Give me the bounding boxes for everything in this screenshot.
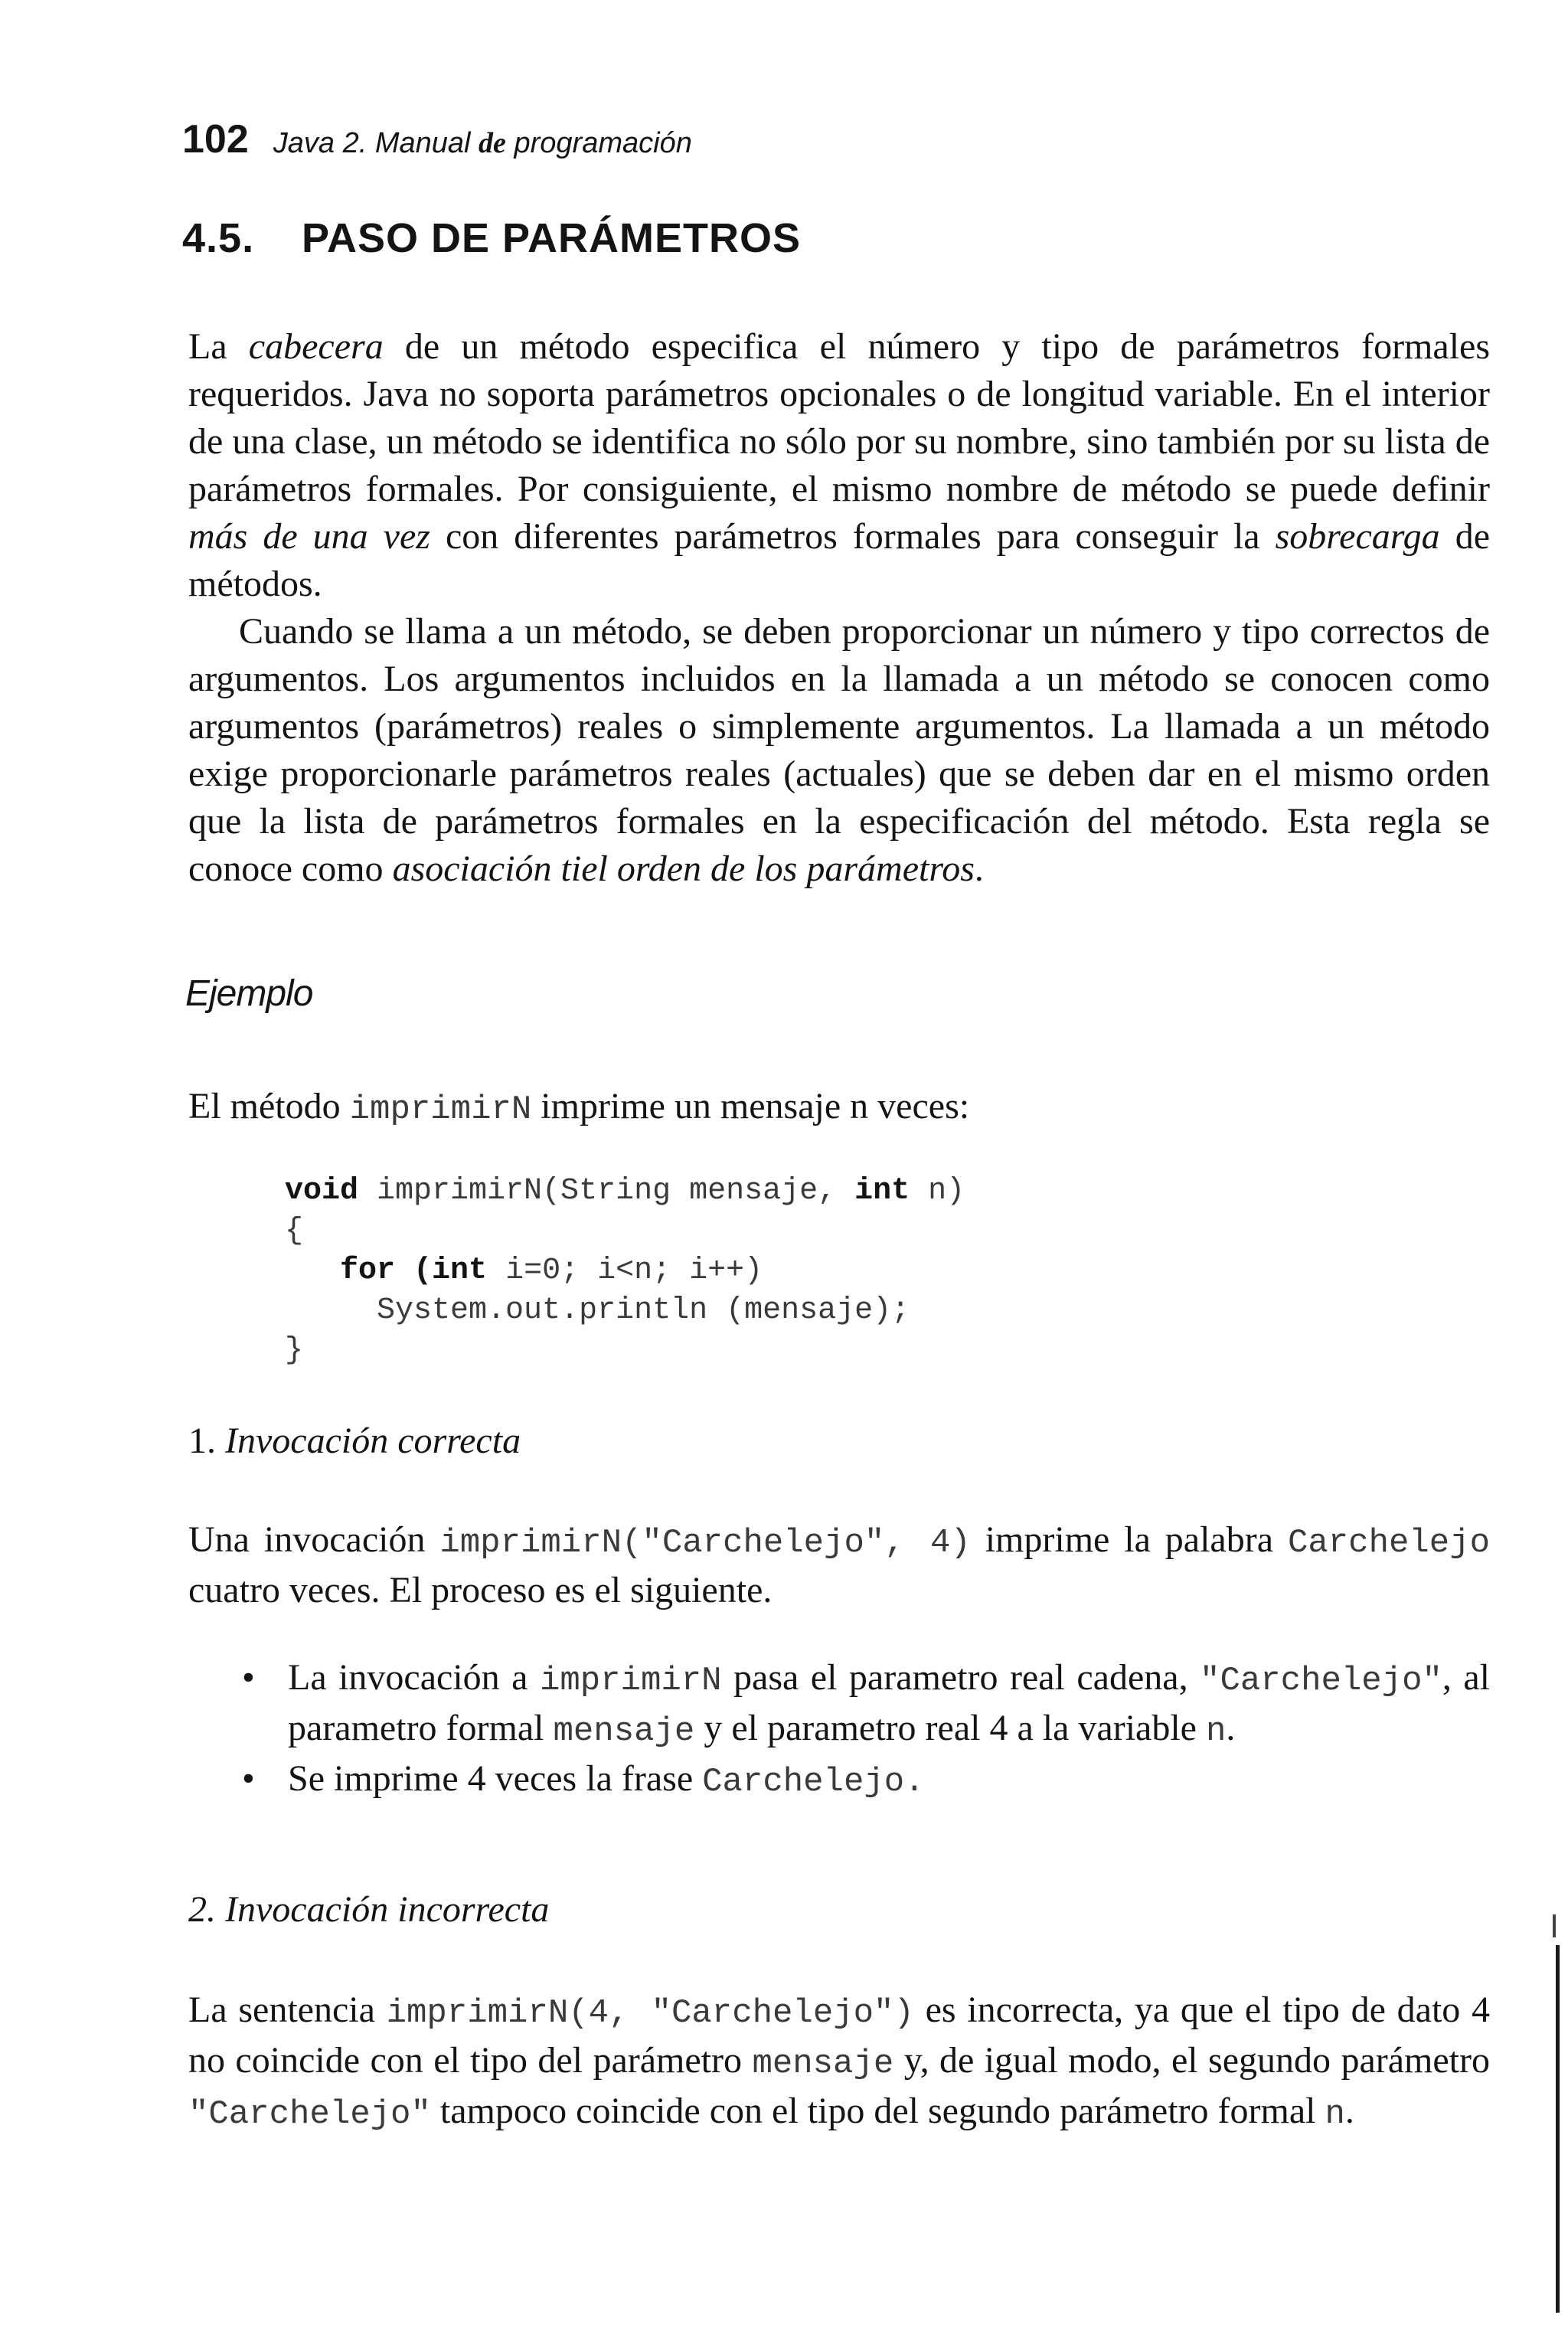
scan-edge-mark: [1556, 1945, 1560, 2313]
inline-code: mensaje: [752, 2045, 894, 2083]
text-run: de un método especifica el número y tipo de parámetros formales requeridos. Java no soporta parámetros opcionales o de longitud variable. En el interior de una clase, un método se identifica no sólo por su nombre, sino también por su lista de parámetros formales. Por consiguiente, el mismo nombre de método se puede definir: [188, 326, 1491, 509]
scan-edge-tick: [1553, 1914, 1556, 1937]
inline-code: "Carchelejo": [1200, 1662, 1442, 1700]
section-number: 4.5.: [182, 215, 255, 261]
text-run: Una invocación: [188, 1519, 440, 1560]
book-title-part-2: de: [479, 127, 506, 159]
text-run: es incorrecta, ya que el tipo de dato 4 no coincide con el tipo del parámetro: [188, 1990, 1490, 2081]
italic-term-cabecera: cabecera: [248, 326, 384, 367]
inline-code: n: [1205, 1712, 1227, 1751]
book-title: [273, 126, 692, 160]
code-text: }: [285, 1333, 304, 1368]
paragraph-arguments: [188, 608, 1490, 893]
text-run: .: [1226, 1708, 1236, 1748]
inline-code: imprimirN("Carchelejo", 4): [439, 1524, 971, 1562]
list-item: [242, 1755, 1490, 1806]
text-run: .: [1344, 2091, 1354, 2131]
subhead-correct-invocation: [188, 1420, 521, 1462]
code-text: imprimirN(String mensaje,: [358, 1174, 855, 1208]
text-run: El método: [188, 1086, 350, 1126]
inline-code: imprimirN(4, "Carchelejo"): [386, 1994, 914, 2032]
example-heading: Ejemplo: [185, 973, 313, 1014]
text-run: La invocación a: [288, 1657, 540, 1698]
paragraph-incorrect-invocation: [188, 1986, 1490, 2138]
inline-code: Carchelejo.: [702, 1763, 925, 1801]
code-block: [285, 1172, 965, 1371]
text-run: cuatro veces. El proceso es el siguiente.: [188, 1570, 773, 1610]
book-title-part-1: Java 2. Manual: [273, 127, 471, 159]
italic-term-sobrecarga: sobrecarga: [1275, 516, 1440, 557]
code-text: System.out.println (mensaje);: [285, 1293, 910, 1328]
section-title: PASO DE PARÁMETROS: [302, 215, 802, 261]
code-text: (: [395, 1254, 433, 1288]
text-run: y, de igual modo, el segundo parámetro: [893, 2040, 1490, 2081]
process-list: [242, 1654, 1490, 1806]
text-run: .: [974, 848, 984, 889]
text-run: tampoco coincide con el tipo del segundo parámetro formal: [430, 2091, 1325, 2131]
text-run: con diferentes parámetros formales para conseguir la: [430, 516, 1276, 557]
inline-code: "Carchelejo": [188, 2095, 431, 2133]
text-run: y el parametro real 4 a la variable: [694, 1708, 1206, 1748]
text-run: imprime un mensaje n veces:: [531, 1086, 970, 1126]
code-text: i=0; i<n; i++): [487, 1254, 763, 1288]
text-run: imprime la palabra: [970, 1519, 1288, 1560]
inline-code: mensaje: [553, 1712, 695, 1751]
bullet-icon: •: [242, 1657, 255, 1698]
text-run: Se imprime 4 veces la frase: [288, 1758, 703, 1799]
subhead-title: Invocación incorrecta: [225, 1889, 550, 1930]
paragraph-example-intro: [188, 1083, 1490, 1133]
running-head: [182, 116, 692, 162]
subhead-number: 2.: [188, 1889, 216, 1930]
text-run: pasa el parametro real cadena,: [721, 1657, 1200, 1698]
text-run: de métodos.: [188, 516, 1491, 604]
inline-code: imprimirN: [349, 1090, 532, 1129]
code-text: {: [285, 1214, 304, 1248]
code-keyword: int: [854, 1174, 910, 1208]
text-run: , al parametro formal: [288, 1657, 1491, 1748]
subhead-title: Invocación correcta: [225, 1421, 521, 1461]
paragraph-intro: [188, 323, 1490, 608]
code-text: n): [910, 1174, 965, 1208]
book-title-part-3: programación: [514, 127, 692, 159]
bullet-icon: •: [242, 1758, 255, 1799]
inline-code: n: [1325, 2095, 1345, 2133]
subhead-incorrect-invocation: [188, 1888, 549, 1931]
inline-code: Carchelejo: [1287, 1524, 1490, 1562]
inline-code: imprimirN: [539, 1662, 722, 1700]
page-number: 102: [182, 117, 249, 162]
subhead-number: 1.: [188, 1421, 216, 1461]
code-keyword: for: [340, 1254, 396, 1288]
paragraph-correct-invocation: [188, 1516, 1490, 1614]
text-run: La sentencia: [188, 1990, 387, 2030]
section-heading: [182, 214, 801, 262]
code-keyword: int: [432, 1254, 488, 1288]
list-item: [242, 1654, 1490, 1755]
code-indent: [285, 1254, 340, 1288]
text-run: Cuando se llama a un método, se deben proporcionar un número y tipo correctos de argumentos. Los argumentos incluidos en la llamada a un método se conocen como argumentos (parámetros) reales o simplemente argumentos. La llamada a un método exige proporcionarle parámetros reales (actuales) que se deben dar en el mismo orden que la lista de parámetros formales en la especificación del método. Esta regla se conoce como: [188, 611, 1490, 889]
italic-term-mas-de-una-vez: más de una vez: [188, 516, 430, 557]
italic-term-asociacion: asociación tiel orden de los parámetros: [392, 848, 975, 889]
code-keyword: void: [285, 1174, 359, 1208]
text-run: La: [188, 326, 249, 367]
